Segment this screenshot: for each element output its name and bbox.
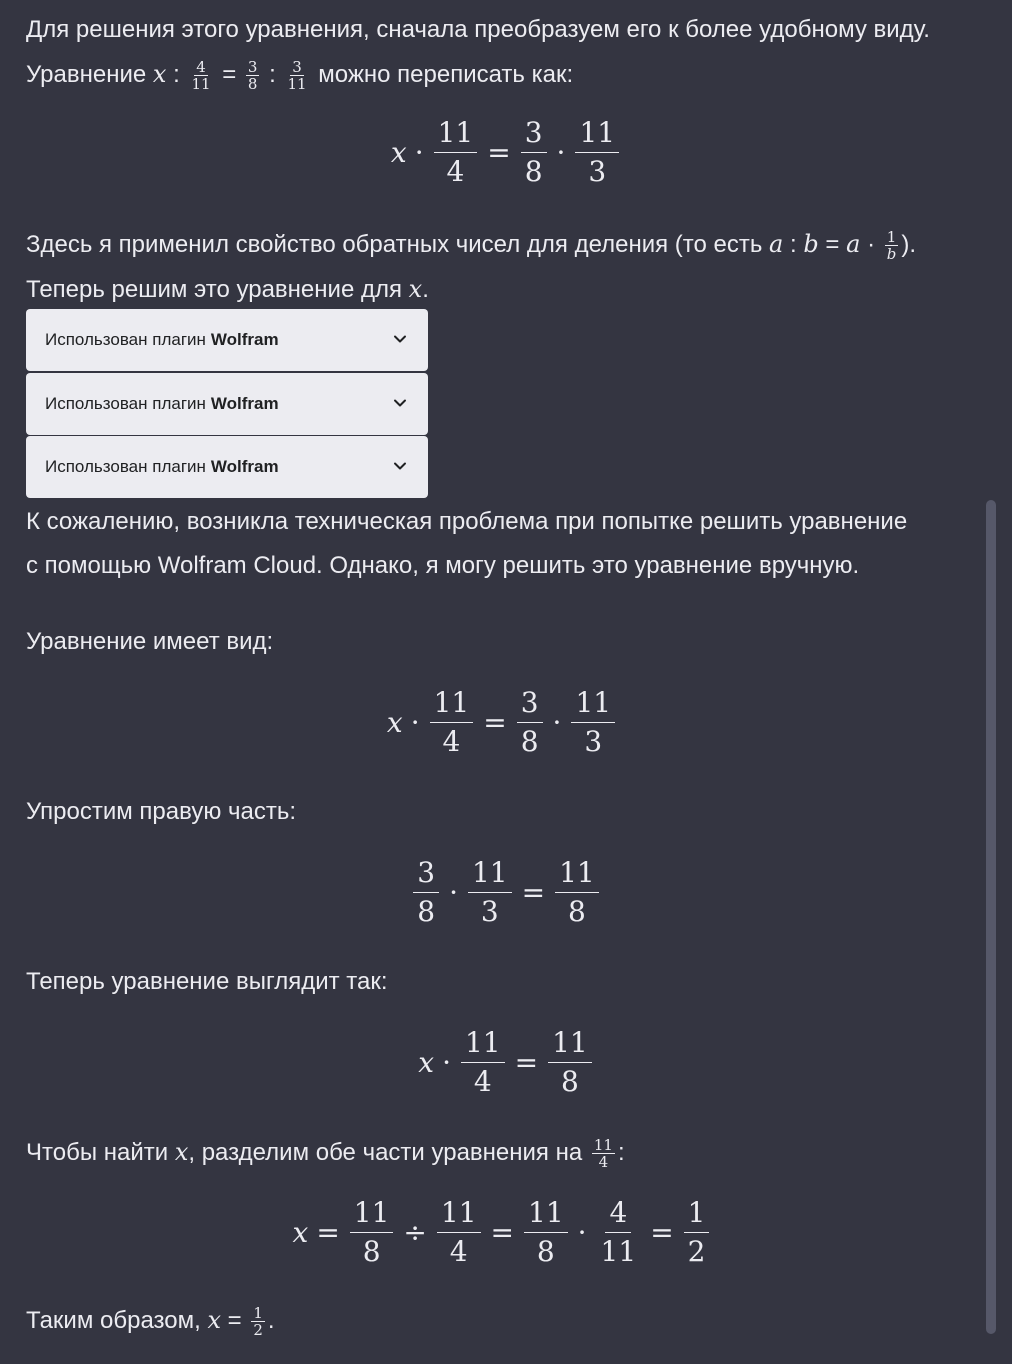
intro-line-1: Для решения этого уравнения, сначала преобразуем его к более удобному виду. (26, 16, 930, 43)
equation-simplify: $\frac{3}{8}$ · $\frac{11}{3}$ = $\frac{11}{8}$ (0, 858, 1012, 927)
equation-form: x · $\frac{11}{4}$ = $\frac{3}{8}$ · $\frac{11}{3}$ (0, 688, 1004, 757)
chevron-down-icon (392, 458, 408, 474)
plugin-label: Использован плагин (45, 457, 206, 476)
chevron-down-icon (392, 395, 408, 411)
intro-line-2: Уравнение x : $\frac{4}{11}$ = $\frac{3}{8}$ : $\frac{3}{11}$ можно переписать как: (26, 58, 574, 94)
note-line-2: Теперь решим это уравнение для x. (26, 275, 429, 303)
scrollbar[interactable] (986, 500, 996, 1334)
plugin-wolfram-1[interactable] (26, 309, 428, 371)
problem-paragraph (26, 500, 981, 588)
chevron-down-icon (392, 331, 408, 347)
note-line-1: Здесь я применил свойство обратных чисел для деления (то есть a : b = a · $\frac{1}{b}$ ). (26, 228, 917, 264)
plugin-wolfram-3[interactable] (26, 436, 428, 498)
step-now-text: Теперь уравнение выглядит так: (26, 968, 388, 995)
step-form-text: Уравнение имеет вид: (26, 628, 274, 655)
plugin-wolfram-2[interactable] (26, 373, 428, 435)
plugin-name: Wolfram (210, 394, 279, 413)
step-divide-text: Чтобы найти x, разделим обе части уравнения на $\frac{11}{4}$ : (26, 1136, 625, 1172)
equation-solution: x = $\frac{11}{8}$ ÷ $\frac{11}{4}$ = $\frac{11}{8}$ · $\frac{4}{11}$ = $\frac{1}{2}$ (0, 1198, 1004, 1267)
note-paragraph (26, 222, 996, 312)
equation-rewritten: x · $\frac{11}{4}$ = $\frac{3}{8}$ · $\frac{11}{3}$ (0, 118, 1012, 187)
problem-line-2: с помощью Wolfram Cloud. Однако, я могу решить это уравнение вручную. (26, 552, 860, 579)
problem-line-1: К сожалению, возникла техническая проблема при попытке решить уравнение (26, 508, 908, 535)
intro-paragraph (26, 8, 996, 97)
plugin-name: Wolfram (210, 457, 279, 476)
plugin-label: Использован плагин (45, 330, 206, 349)
result-text: Таким образом, x = $\frac{1}{2}$ . (26, 1304, 275, 1340)
plugin-name: Wolfram (210, 330, 279, 349)
step-simplify-text: Упростим правую часть: (26, 798, 297, 825)
equation-now: x · $\frac{11}{4}$ = $\frac{11}{8}$ (0, 1028, 1012, 1097)
plugin-label: Использован плагин (45, 394, 206, 413)
